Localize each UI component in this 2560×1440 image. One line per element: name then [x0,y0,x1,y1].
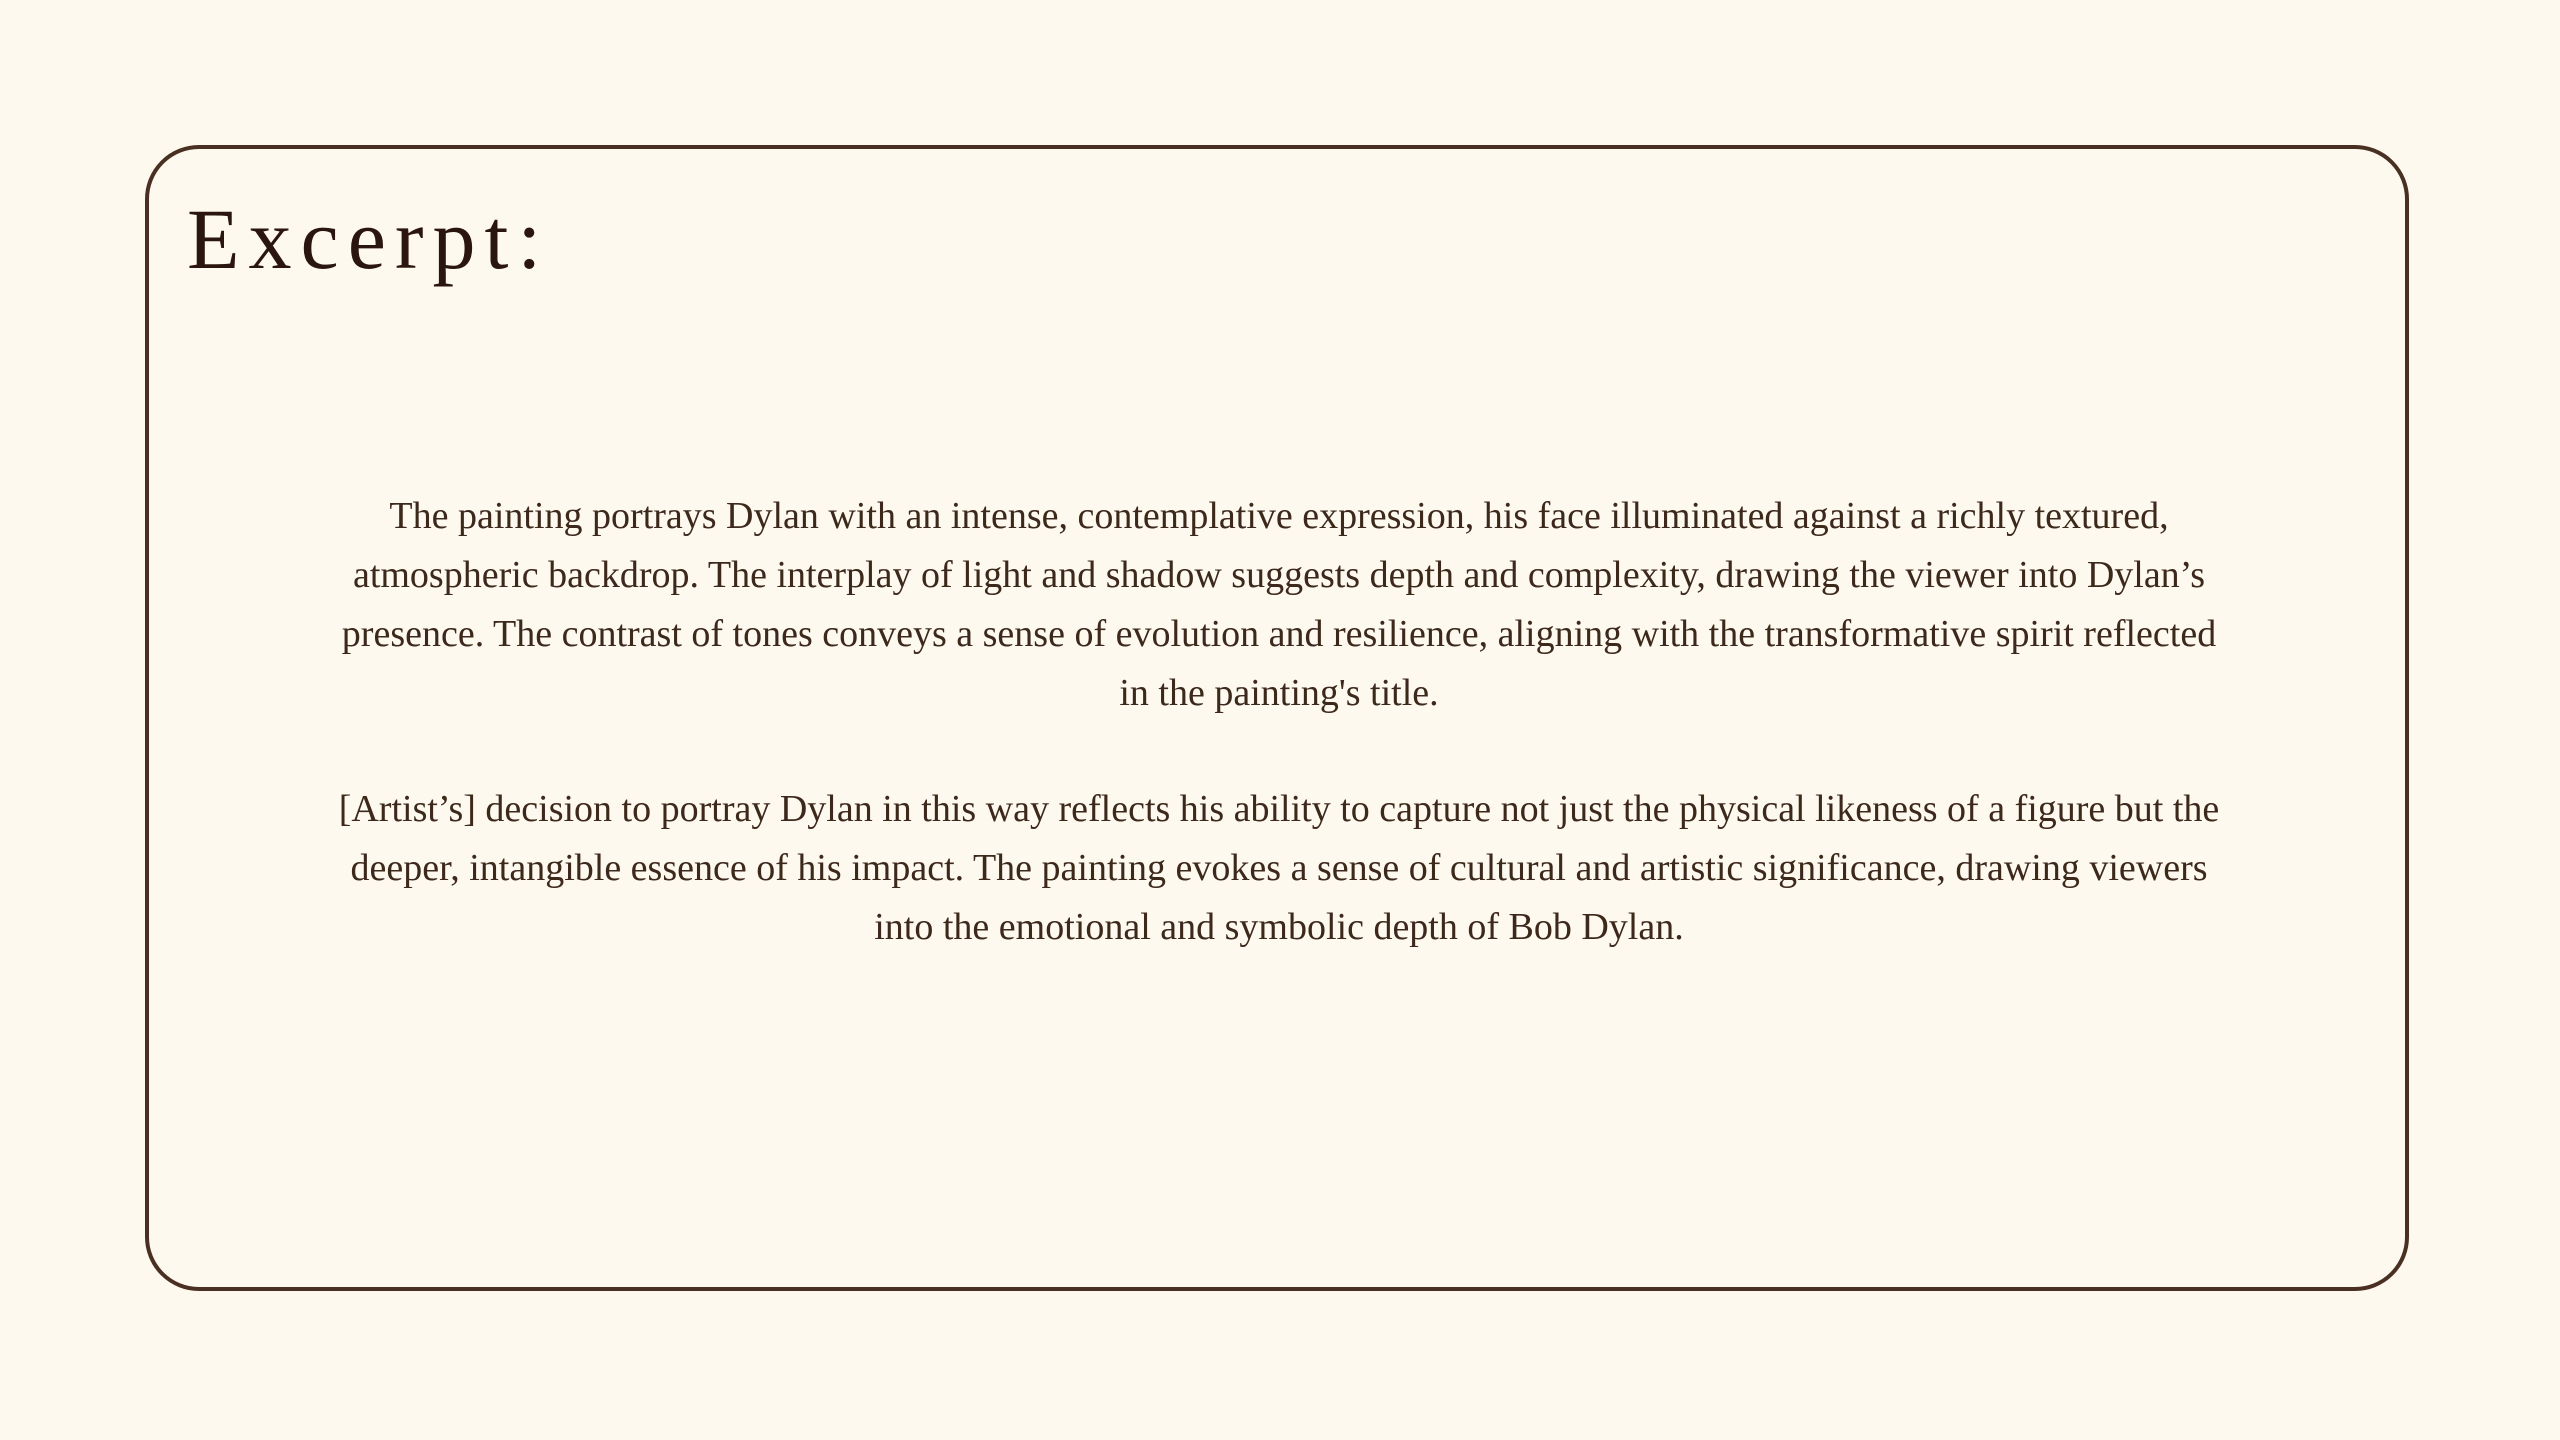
excerpt-paragraph-description: The painting portrays Dylan with an intense, contemplative expression, his face illuminated against a richly textured, atmospheric backdrop. The interplay of light and shadow suggests depth and complexity, drawing the viewer into Dylan’s presence. The contrast of tones conveys a sense of evolution and resilience, aligning with the transformative spirit reflected in the painting's title. [341,495,2217,714]
excerpt-body [329,487,2229,957]
excerpt-card [145,145,2409,1291]
excerpt-heading: Excerpt: [187,191,551,287]
excerpt-paragraph-artist-intent: [Artist’s] decision to portray Dylan in this way reflects his ability to capture not just the physical likeness of a figure but the deeper, intangible essence of his impact. The painting evokes a sense of cultural and artistic significance, drawing viewers into the emotional and symbolic depth of Bob Dylan. [338,788,2220,948]
